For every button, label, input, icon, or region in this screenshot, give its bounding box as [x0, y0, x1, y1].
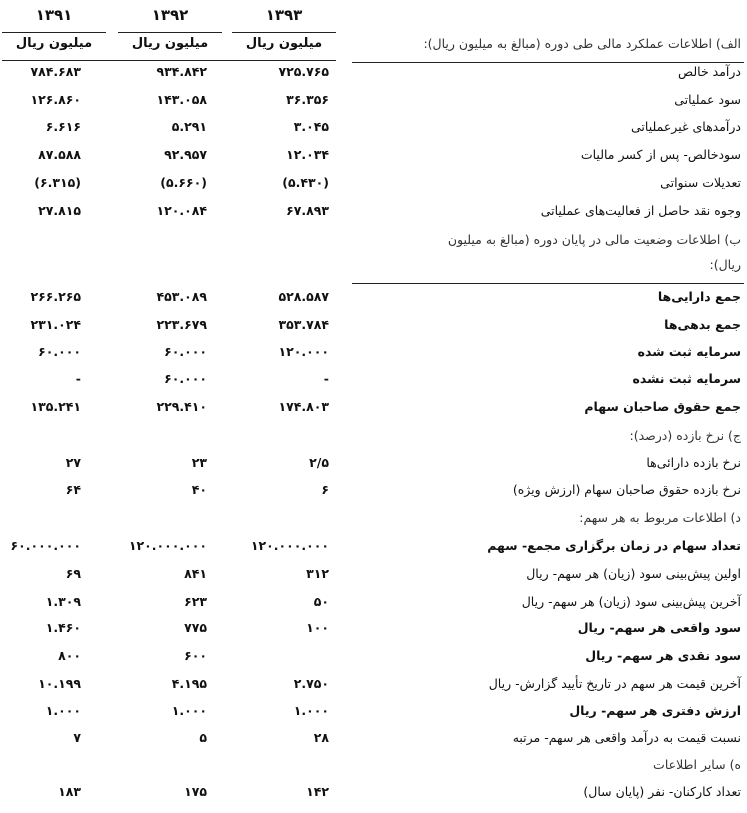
section-b-title-rule: [352, 283, 744, 284]
value-1391: ۱.۰۰۰: [45, 703, 81, 718]
row-label: تعدیلات سنواتی: [660, 175, 741, 190]
table-row: [0, 203, 747, 227]
value-1391: ۱۰.۱۹۹: [38, 676, 81, 691]
table-row: [0, 92, 747, 116]
value-1391: ۶۰.۰۰۰: [38, 344, 81, 359]
value-1393: -: [323, 371, 329, 386]
year-header-1391: ۱۳۹۱: [35, 6, 73, 24]
value-1391: ۶۴: [65, 482, 81, 497]
value-1392: (۵.۶۶۰): [160, 175, 207, 190]
unit-header-1393: میلیون ریال: [245, 36, 323, 51]
value-1391: ۱.۳۰۹: [45, 594, 81, 609]
row-label: سرمایه ثبت شده: [637, 344, 741, 359]
value-1392: ۶۰۰: [184, 648, 207, 663]
table-row: [0, 648, 747, 672]
value-1392: ۶۰.۰۰۰: [164, 371, 207, 386]
table-row: [0, 317, 747, 341]
row-label: تعداد سهام در زمان برگزاری مجمع- سهم: [487, 538, 741, 553]
row-label: تعداد کارکنان- نفر (پایان سال): [583, 784, 741, 799]
row-label: نرخ بازده دارائی‌ها: [646, 455, 741, 470]
value-1391: ۱۲۶.۸۶۰: [30, 92, 81, 107]
row-label: اولین پیش‌بینی سود (زیان) هر سهم- ریال: [526, 566, 741, 581]
value-1393: ۳۱۲: [306, 566, 329, 581]
table-row: [0, 482, 747, 506]
row-label: ج) نرخ بازده (درصد):: [629, 428, 741, 443]
value-1393: ۳.۰۴۵: [293, 119, 329, 134]
row-label: ب) اطلاعات وضعیت مالی در پایان دوره (مبالغ به میلیون: [447, 232, 741, 247]
table-row: [0, 594, 747, 618]
value-1393: ۳۵۳.۷۸۴: [278, 317, 329, 332]
value-1392: ۱۲۰.۰۰۰.۰۰۰: [128, 538, 207, 553]
value-1392: ۸۴۱: [184, 566, 207, 581]
row-label: سود نقدی هر سهم- ریال: [585, 648, 741, 663]
row-label: الف) اطلاعات عملکرد مالی طی دوره (مبالغ به میلیون ریال):: [423, 36, 741, 51]
table-row: [0, 257, 747, 281]
value-1392: ۶۲۳: [184, 594, 207, 609]
year-header-1392: ۱۳۹۲: [151, 6, 189, 24]
header-rule-1393: [232, 32, 336, 33]
table-row: [0, 371, 747, 395]
table-row: [0, 676, 747, 700]
header-rule-1392: [118, 32, 222, 33]
unit-header-1392: میلیون ریال: [131, 36, 209, 51]
value-1391: ۸۰۰: [58, 648, 81, 663]
value-1393: (۵.۴۳۰): [282, 175, 329, 190]
value-1393: ۱۲۰.۰۰۰.۰۰۰: [250, 538, 329, 553]
table-row: [0, 344, 747, 368]
value-1392: ۲۲۹.۴۱۰: [156, 399, 207, 414]
table-row: [0, 399, 747, 423]
table-row: [0, 428, 747, 452]
table-row: [0, 64, 747, 88]
value-1392: ۱۴۳.۰۵۸: [156, 92, 207, 107]
table-row: [0, 730, 747, 754]
value-1391: ۶.۶۱۶: [45, 119, 81, 134]
row-label: نسبت قیمت به درآمد واقعی هر سهم- مرتبه: [512, 730, 741, 745]
row-label: د) اطلاعات مربوط به هر سهم:: [579, 510, 741, 525]
value-1391: ۱۸۳: [58, 784, 81, 799]
value-1392: ۷۷۵: [184, 620, 207, 635]
value-1392: ۲۲۳.۶۷۹: [156, 317, 207, 332]
value-1391: ۲۶۶.۲۶۵: [30, 289, 81, 304]
table-row: [0, 703, 747, 727]
value-1391: ۱.۴۶۰: [45, 620, 81, 635]
row-label: جمع حقوق صاحبان سهام: [584, 399, 741, 414]
unit-header-1391: میلیون ریال: [15, 36, 93, 51]
row-label: ه) سایر اطلاعات: [653, 757, 741, 772]
value-1391: ۲۷: [65, 455, 81, 470]
row-label: جمع بدهی‌ها: [664, 317, 741, 332]
value-1393: ۲۸: [313, 730, 329, 745]
value-1392: ۴۵۳.۰۸۹: [156, 289, 207, 304]
value-1393: ۵۲۸.۵۸۷: [278, 289, 329, 304]
year-header-1393: ۱۳۹۳: [265, 6, 303, 24]
table-row: [0, 510, 747, 534]
table-row: [0, 784, 747, 808]
row-label: وجوه نقد حاصل از فعالیت‌های عملیاتی: [540, 203, 741, 218]
table-row: [0, 119, 747, 143]
table-row: [0, 175, 747, 199]
row-label: سودخالص- پس از کسر مالیات: [580, 147, 741, 162]
value-1393: ۲/۵: [309, 455, 329, 470]
row-label: آخرین قیمت هر سهم در تاریخ تأیید گزارش- ریال: [488, 676, 741, 691]
value-1391: ۷: [73, 730, 81, 745]
row-label: درآمد خالص: [678, 64, 741, 79]
value-1392: ۲۳: [191, 455, 207, 470]
value-1392: ۵: [199, 730, 207, 745]
value-1393: ۱۲۰.۰۰۰: [278, 344, 329, 359]
row-label: سود واقعی هر سهم- ریال: [577, 620, 741, 635]
table-row: [0, 232, 747, 256]
value-1391: ۷۸۴.۶۸۳: [30, 64, 81, 79]
table-row: [0, 757, 747, 781]
value-1393: ۱۲.۰۳۴: [286, 147, 329, 162]
value-1393: ۱۰۰: [306, 620, 329, 635]
value-1393: ۱۷۴.۸۰۳: [278, 399, 329, 414]
table-row: [0, 620, 747, 644]
table-row: [0, 455, 747, 479]
row-label: سود عملیاتی: [674, 92, 741, 107]
value-1391: ۱۳۵.۲۴۱: [30, 399, 81, 414]
row-label: نرخ بازده حقوق صاحبان سهام (ارزش ویژه): [512, 482, 741, 497]
value-1391: (۶.۳۱۵): [34, 175, 81, 190]
value-1392: ۵.۲۹۱: [171, 119, 207, 134]
value-1393: ۲.۷۵۰: [293, 676, 329, 691]
value-1392: ۱۷۵: [184, 784, 207, 799]
value-1391: ۶۹: [65, 566, 81, 581]
value-1392: ۴.۱۹۵: [171, 676, 207, 691]
value-1391: ۲۳۱.۰۲۴: [30, 317, 81, 332]
value-1391: ۲۷.۸۱۵: [38, 203, 81, 218]
value-1393: ۱۴۲: [306, 784, 329, 799]
table-row: [0, 538, 747, 562]
row-label: سرمایه ثبت نشده: [632, 371, 741, 386]
row-label: ریال):: [709, 257, 741, 272]
value-1391: -: [75, 371, 81, 386]
value-1393: ۷۲۵.۷۶۵: [278, 64, 329, 79]
table-row: [0, 566, 747, 590]
table-row: [0, 147, 747, 171]
table-row: [0, 289, 747, 313]
value-1391: ۸۷.۵۸۸: [38, 147, 81, 162]
units-rule: [2, 60, 336, 61]
value-1392: ۱۲۰.۰۸۴: [156, 203, 207, 218]
value-1392: ۱.۰۰۰: [171, 703, 207, 718]
table-row: [0, 36, 747, 60]
value-1392: ۹۳۴.۸۴۲: [156, 64, 207, 79]
value-1393: ۵۰: [313, 594, 329, 609]
header-rule-1391: [2, 32, 106, 33]
value-1393: ۱.۰۰۰: [293, 703, 329, 718]
value-1392: ۶۰.۰۰۰: [164, 344, 207, 359]
value-1392: ۹۲.۹۵۷: [164, 147, 207, 162]
value-1391: ۶۰.۰۰۰.۰۰۰: [10, 538, 81, 553]
row-label: جمع دارایی‌ها: [657, 289, 741, 304]
row-label: درآمدهای غیرعملیاتی: [631, 119, 741, 134]
value-1393: ۳۶.۳۵۶: [286, 92, 329, 107]
value-1393: ۶: [321, 482, 329, 497]
value-1393: ۶۷.۸۹۳: [286, 203, 329, 218]
value-1392: ۴۰: [191, 482, 207, 497]
section-a-title-rule: [352, 62, 744, 63]
row-label: ارزش دفتری هر سهم- ریال: [569, 703, 741, 718]
row-label: آخرین پیش‌بینی سود (زیان) هر سهم- ریال: [521, 594, 741, 609]
